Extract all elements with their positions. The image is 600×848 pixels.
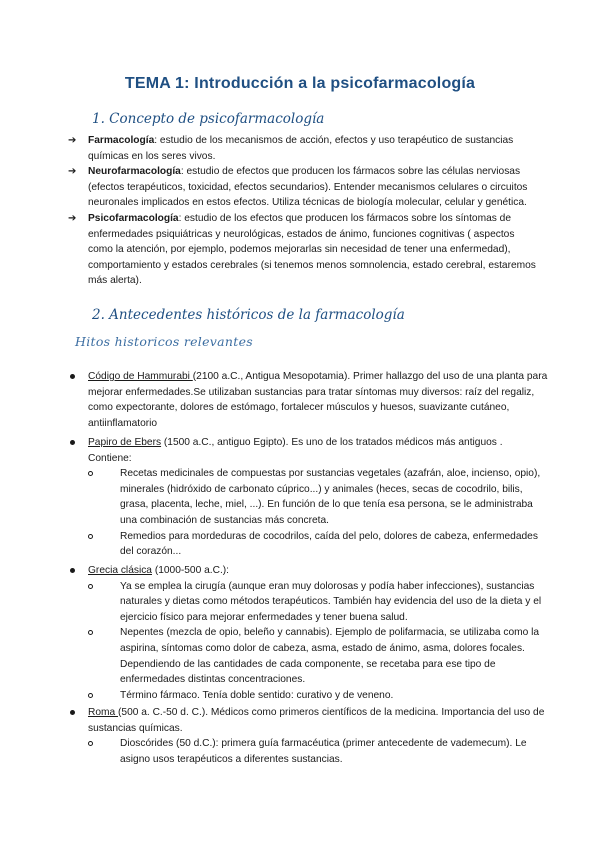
term-definition: : estudio de efectos que producen los fármacos sobre las células nerviosas (efectos terapéuticos, toxicidad, efectos secundarios). Entender mecanismos celulares o circuitos neuronales implicados en estos efectos. Utiliza técnicas de biología molecular, celular y genética. — [88, 166, 528, 209]
arrow-icon: ➔ — [68, 212, 77, 224]
page-title: TEMA 1: Introducción a la psicofarmacología — [124, 75, 476, 92]
term-label: Psicofarmacología — [88, 212, 179, 224]
list-item — [68, 133, 538, 164]
sub-bullet-icon — [88, 630, 93, 635]
arrow-icon: ➔ — [68, 166, 77, 178]
list-item: Dioscórides (50 d.C.): primera guía farmacéutica (primer antecedente de vademecum). Le asigno usos terapéuticos a diferentes sustancias. — [88, 736, 548, 767]
milestones-subheading: Hitos historicos relevantes — [75, 334, 254, 349]
milestone-text: (1500 a.C., antiguo Egipto). Es uno de los tratados médicos más antiguos . Contiene: — [88, 437, 503, 464]
list-item — [68, 211, 538, 289]
term-label: Farmacología — [88, 135, 155, 146]
milestone-grecia — [68, 563, 548, 703]
term-definition: : estudio de los efectos que producen los fármacos sobre los síntomas de enfermedades psiquiátricas y neurológicas, estados de ánimo, funciones cognitivas ( aspectos como la atención, por ejemplo, podemos mejorarlas sin necesidad de tener una enfermedad), comportamiento y estados cerebrales (si tenemos menos somnolencia, estado cerebral, estaremos más alerta). — [88, 212, 536, 287]
list-item: Término fármaco. Tenía doble sentido: curativo y de veneno. — [88, 688, 548, 704]
term-definition: : estudio de los mecanismos de acción, efectos y uso terapéutico de sustancias químicas en los seres vivos. — [88, 135, 514, 162]
sub-bullet-icon — [88, 584, 93, 589]
arrow-icon: ➔ — [68, 135, 77, 146]
milestone-link[interactable]: Papiro de Ebers — [88, 437, 162, 448]
sub-bullet-icon — [88, 534, 93, 539]
sub-bullet-icon — [88, 471, 93, 476]
section-2-heading: 2. Antecedentes históricos de la farmacología — [92, 307, 405, 323]
milestone-hammurabi — [68, 369, 548, 431]
milestone-text: (2100 a.C., Antigua Mesopotamia). Primer hallazgo del uso de una planta para mejorar enfermedades.Se utilizaban sustancias para tratar síntomas muy diversos: raíz del regaliz, como expectorante, dolores de estómago, fortalecer músculos y huesos, suavizante cutáneo, antiinflamatorio — [88, 371, 548, 429]
term-label: Neurofarmacología — [88, 166, 181, 178]
list-item — [68, 164, 538, 211]
bullet-icon — [70, 374, 75, 379]
bullet-icon — [70, 568, 75, 573]
sub-bullet-icon — [88, 693, 93, 698]
milestone-ebers — [68, 435, 548, 560]
list-item: Recetas medicinales de compuestas por sustancias vegetales (azafrán, aloe, incienso, opio), minerales (hidróxido de carbonato cúprico...) y animales (heces, secas de cocodrilo, bilis, grasa, placenta, leche, miel, ...). En función de lo que tenía esa persona, se le administraba una combinación de sustancias más concreta. — [88, 466, 548, 528]
list-item: Nepentes (mezcla de opio, beleño y cannabis). Ejemplo de polifarmacia, se utilizaba como la aspirina, síntomas como dolor de cabeza, asma, estado de ánimo, asma, dolores focales. Dependiendo de las cantidades de cada componente, se recetaba para ese tipo de enfermedades distintas concentraciones. — [88, 625, 548, 687]
milestone-text: (1000-500 a.C.): — [151, 565, 229, 576]
milestone-link[interactable]: Grecia clásica — [88, 565, 152, 576]
milestone-roma — [68, 705, 548, 767]
milestone-link[interactable]: Código de Hammurabi — [88, 371, 193, 382]
section-1-heading: 1. Concepto de psicofarmacología — [92, 111, 325, 127]
list-item: Ya se emplea la cirugía (aunque eran muy dolorosas y podía haber infecciones), sustancias naturales y dietas como métodos terapéuticos. También hay evidencia del uso de la dieta y el ejercicio físico para mejorar enfermedades y tener buena salud. — [88, 579, 548, 626]
bullet-icon — [70, 440, 75, 445]
sub-bullet-icon — [88, 741, 93, 746]
list-item: Remedios para mordeduras de cocodrilos, caída del pelo, dolores de cabeza, enfermedades del corazón... — [88, 529, 548, 560]
concept-list — [68, 133, 538, 289]
milestone-text: (500 a. C.-50 d. C.). Médicos como primeros científicos de la medicina. Importancia del uso de sustancias químicas. — [88, 707, 545, 734]
milestone-link[interactable]: Roma — [88, 707, 119, 718]
bullet-icon — [70, 710, 75, 715]
